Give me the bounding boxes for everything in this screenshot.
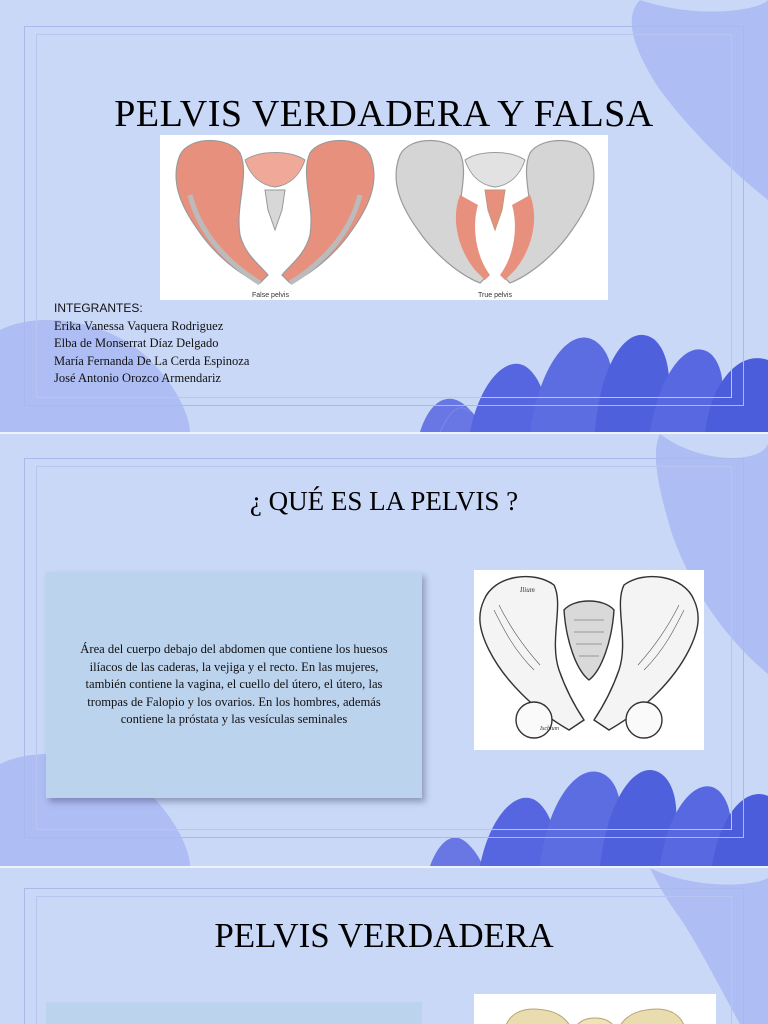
true-pelvis-caption: True pelvis <box>478 292 512 299</box>
definition-box <box>46 572 422 798</box>
ilium-label: Ilium <box>520 586 535 594</box>
slide-1 <box>0 0 768 432</box>
slide-3-text-box <box>46 1002 422 1024</box>
slide-2-title: ¿ QUÉ ES LA PELVIS ? <box>249 486 519 516</box>
ischium-label: Ischium <box>540 726 559 732</box>
member-name: Erika Vanessa Vaquera Rodriguez <box>54 318 224 333</box>
members-list <box>54 300 249 388</box>
definition-text: Área del cuerpo debajo del abdomen que contiene los huesos ilíacos de las caderas, la vejiga y el recto. En las mujeres, también contiene la vagina, el cuello del útero, el útero, las trompas de Falopio y los ovarios. En los hombres, además contiene la próstata y las vesículas seminales <box>80 642 388 727</box>
slide-2 <box>0 434 768 866</box>
slide-3 <box>0 868 768 1024</box>
members-label: INTEGRANTES: <box>54 301 143 315</box>
slide-3-pelvis-image <box>474 994 716 1024</box>
member-name: María Fernanda De La Cerda Espinoza <box>54 353 250 368</box>
slide-1-title: PELVIS VERDADERA Y FALSA <box>114 93 654 135</box>
false-pelvis-caption: False pelvis <box>252 292 289 299</box>
slide-3-title: PELVIS VERDADERA <box>214 916 554 955</box>
pelvis-comparison-figure <box>160 135 608 300</box>
member-name: José Antonio Orozco Armendariz <box>54 371 221 385</box>
member-name: Elba de Monserrat Díaz Delgado <box>54 336 219 350</box>
pelvis-engraving-figure <box>474 570 704 750</box>
